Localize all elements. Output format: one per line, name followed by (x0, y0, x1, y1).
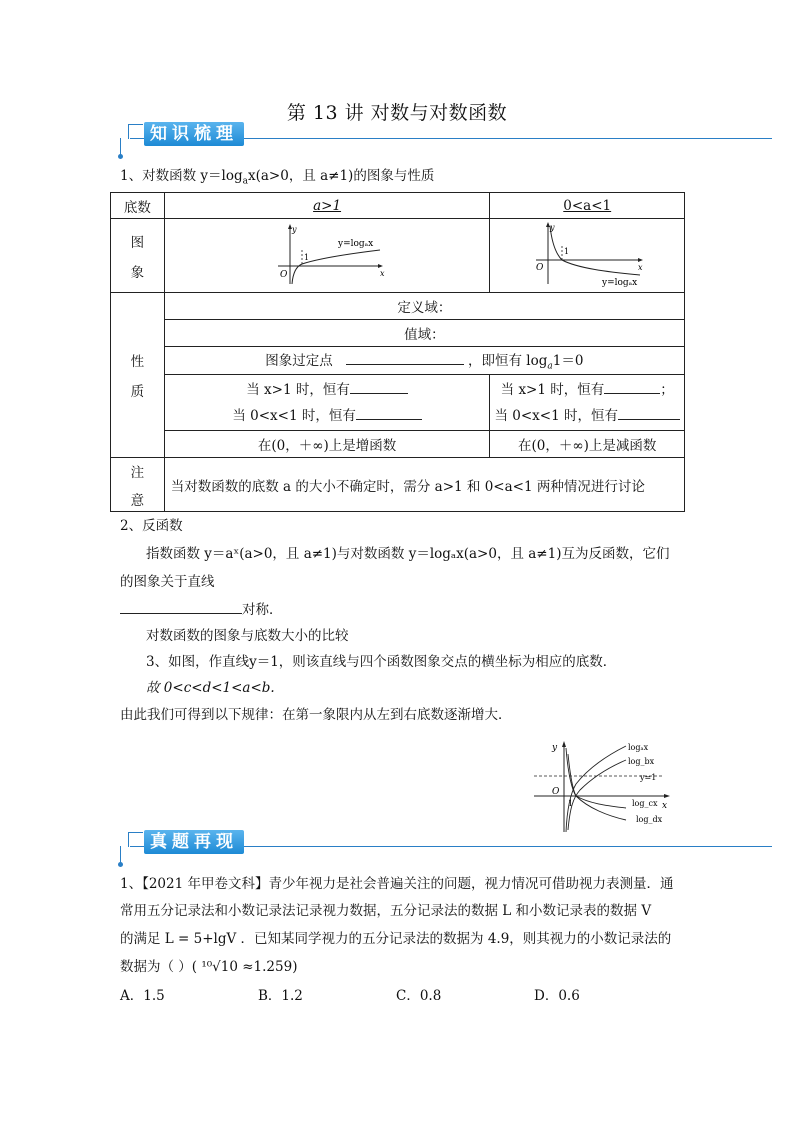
section-banner-exam (120, 832, 772, 862)
page-title: 第 13 讲 对数与对数函数 (286, 102, 508, 124)
range-cell: 值域： (164, 320, 684, 347)
log-curves-figure (530, 738, 680, 834)
heading-inverse-function: 2、反函数 (120, 518, 183, 534)
increasing-cell: 在(0，＋∞)上是增函数 (164, 431, 490, 458)
properties-row-label: 性 质 (111, 293, 165, 458)
compare-line: 3、如图，作直线y＝1，则该直线与四个函数图象交点的横坐标为相应的底数． (146, 654, 617, 670)
increasing-conditions-cell: 当 x>1 时，恒有 当 0<x<1 时，恒有 (164, 375, 490, 431)
section-title-knowledge: 知识梳理 (144, 122, 244, 146)
section-banner-knowledge (120, 124, 772, 154)
svg-text:log_dx: log_dx (636, 815, 663, 824)
header-base: 底数 (111, 193, 165, 219)
svg-text:y: y (552, 743, 558, 753)
svg-text:y=logₐx: y=logₐx (338, 238, 374, 249)
compare-result: 故 0<c<d<1<a<b. (146, 680, 275, 696)
svg-text:log_cx: log_cx (632, 799, 658, 808)
svg-text:logₐx: logₐx (628, 743, 649, 752)
svg-text:x: x (380, 268, 385, 278)
svg-text:O: O (552, 787, 560, 797)
graph-increasing (262, 220, 392, 288)
svg-text:y: y (292, 224, 297, 234)
question-line1: 1、【2021 年甲卷文科】青少年视力是社会普遍关注的问题，视力情况可借助视力表测量．通 (120, 876, 674, 892)
inverse-line1: 指数函数 y＝aˣ(a>0，且 a≠1)与对数函数 y＝logₐx(a>0，且 a≠1)互为反函数，它们 (146, 546, 670, 562)
graph-increasing-cell (164, 219, 490, 293)
compare-rule: 由此我们可得到以下规律：在第一象限内从左到右底数逐渐增大． (120, 707, 512, 723)
decreasing-conditions-cell: 当 x>1 时，恒有 ； 当 0<x<1 时，恒有 (490, 375, 685, 431)
graph-decreasing (522, 220, 652, 288)
question-line2: 常用五分记录法和小数记录法记录视力数据，五分记录法的数据 L 和小数记录表的数据 V (120, 903, 652, 919)
option-b[interactable]: B．1.2 (258, 988, 303, 1004)
option-c[interactable]: C．0.8 (396, 988, 442, 1004)
graph-row-label: 图 象 (111, 219, 165, 293)
question-line4: 数据为（ ）( ¹⁰√10 ≈1.259) (120, 959, 298, 975)
svg-text:y: y (550, 222, 555, 232)
header-a-gt-1: a>1 (164, 193, 490, 219)
note-row-label: 注 意 (111, 458, 165, 512)
inverse-line3: 对称． (120, 599, 283, 620)
svg-text:O: O (536, 262, 544, 273)
domain-cell: 定义域： (164, 293, 684, 320)
svg-text:x: x (638, 262, 643, 272)
svg-text:y=logₐx: y=logₐx (602, 277, 638, 288)
decreasing-cell: 在(0，＋∞)上是减函数 (490, 431, 685, 458)
svg-text:x: x (662, 801, 668, 811)
inverse-line2: 的图象关于直线 (120, 574, 215, 590)
header-a-lt-1: 0<a<1 (490, 193, 685, 219)
compare-heading: 对数函数的图象与底数大小的比较 (146, 628, 349, 644)
note-cell: 当对数函数的底数 a 的大小不确定时，需分 a>1 和 0<a<1 两种情况进行讨论 (164, 458, 684, 512)
svg-text:log_bx: log_bx (628, 757, 655, 766)
option-a[interactable]: A．1.5 (120, 988, 165, 1004)
svg-text:y=1: y=1 (640, 773, 657, 782)
section-title-exam: 真题再现 (144, 830, 244, 854)
properties-table (110, 192, 685, 512)
option-d[interactable]: D．0.6 (534, 988, 580, 1004)
question-line3: 的满足 L = 5+lgV ．已知某同学视力的五分记录法的数据为 4.9，则其视力的小数记录法的 (120, 931, 672, 947)
svg-text:O: O (280, 269, 288, 280)
svg-text:1: 1 (568, 799, 574, 808)
fixed-point-cell: 图象过定点 ，即恒有 $\log_a1=0$ (164, 347, 684, 375)
svg-text:1: 1 (304, 252, 310, 262)
graph-decreasing-cell (490, 219, 685, 293)
heading-log-function: 1、对数函数 $y=\log_ax(a>0$，且 a≠1)的图象与性质 (120, 168, 435, 187)
svg-text:1: 1 (564, 246, 570, 256)
